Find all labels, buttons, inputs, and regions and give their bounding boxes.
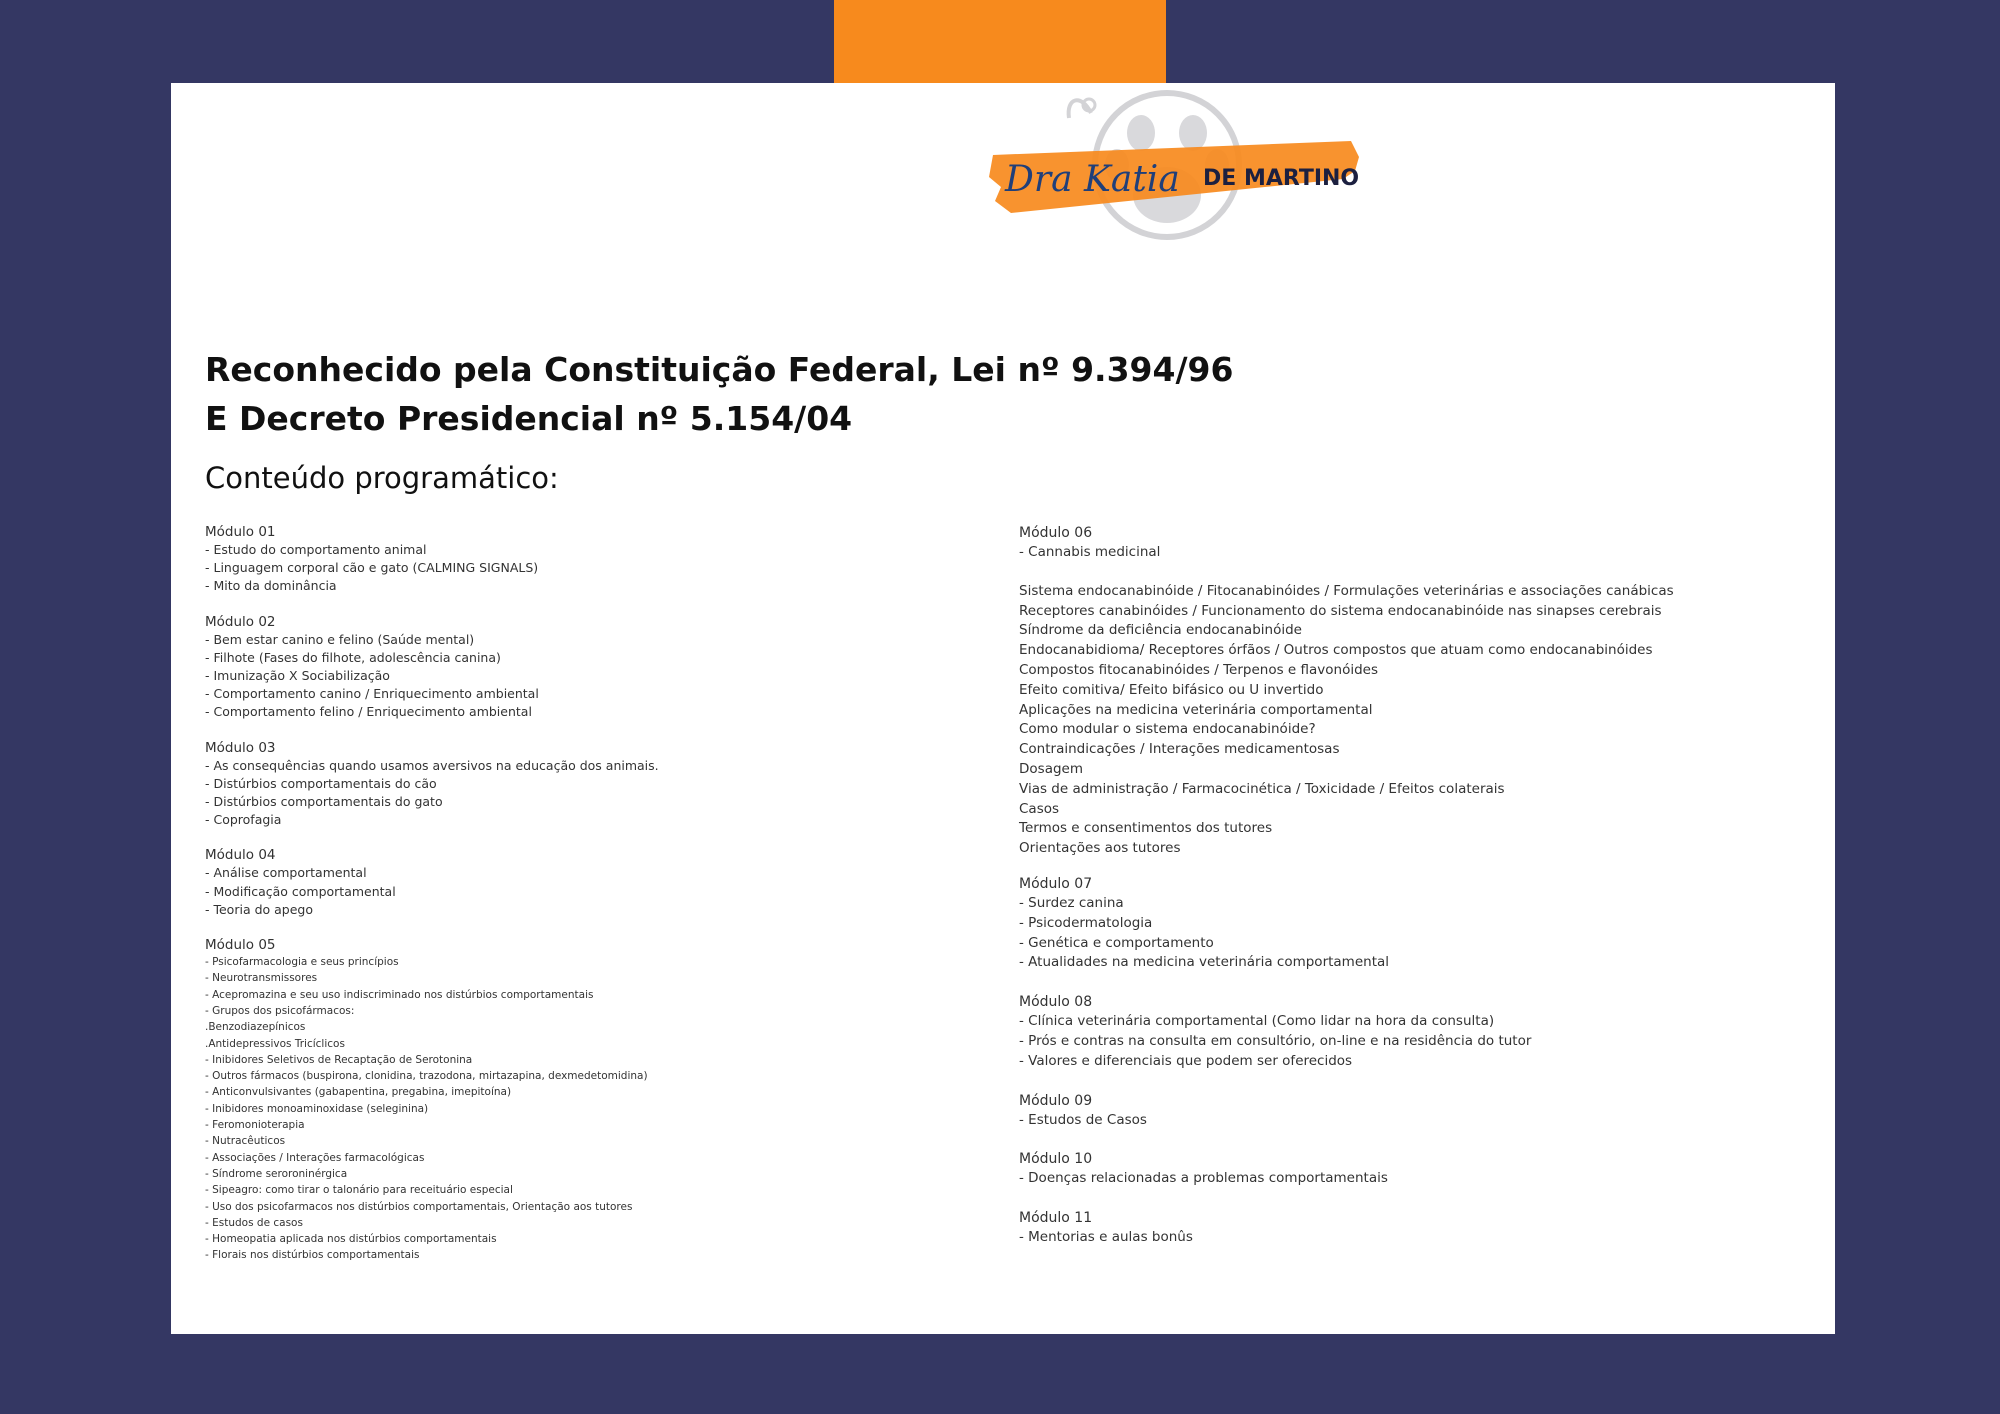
- content-card: [171, 83, 1835, 1334]
- module-title: Módulo 05: [205, 937, 276, 954]
- module-item: - Valores e diferenciais que podem ser oferecidos: [1019, 1052, 1353, 1069]
- module-item: - Psicodermatologia: [1019, 914, 1153, 931]
- module-item: - Genética e comportamento: [1019, 934, 1214, 951]
- module-item: - Uso dos psicofarmacos nos distúrbios comportamentais, Orientação aos tutores: [205, 1200, 633, 1213]
- module-item: - Doenças relacionadas a problemas comportamentais: [1019, 1170, 1388, 1187]
- module-07: [1019, 874, 1799, 973]
- module-item: - Nutracêuticos: [205, 1135, 286, 1148]
- module-item: Efeito comitiva/ Efeito bifásico ou U invertido: [1019, 681, 1324, 698]
- modules-left-column: [205, 523, 985, 1264]
- module-01: [205, 523, 985, 596]
- module-item: Como modular o sistema endocanabinóide?: [1019, 721, 1316, 738]
- module-10: [1019, 1149, 1799, 1189]
- module-item: Orientações aos tutores: [1019, 840, 1181, 857]
- module-item: Aplicações na medicina veterinária comportamental: [1019, 701, 1373, 718]
- page-title: [205, 345, 1505, 443]
- module-item: - Mito da dominância: [205, 578, 337, 594]
- module-item: - Prós e contras na consulta em consultório, on-line e na residência do tutor: [1019, 1032, 1532, 1049]
- logo-script-text: Dra Katia: [1005, 159, 1180, 200]
- module-09: [1019, 1091, 1799, 1131]
- module-item: - Comportamento felino / Enriquecimento ambiental: [205, 704, 532, 720]
- module-item: Contraindicações / Interações medicamentosas: [1019, 741, 1340, 758]
- module-item: - Neurotransmissores: [205, 972, 318, 985]
- module-item: - Surdez canina: [1019, 894, 1124, 911]
- module-item: - Análise comportamental: [205, 865, 367, 881]
- module-02: [205, 613, 985, 722]
- module-item: - Clínica veterinária comportamental (Como lidar na hora da consulta): [1019, 1013, 1495, 1030]
- module-item: Compostos fitocanabinóides / Terpenos e flavonóides: [1019, 661, 1379, 678]
- module-item: Vias de administração / Farmacocinética / Toxicidade / Efeitos colaterais: [1019, 780, 1505, 797]
- module-item: - Inibidores Seletivos de Recaptação de Serotonina: [205, 1053, 473, 1066]
- module-item: Casos: [1019, 800, 1060, 817]
- module-item: - Psicofarmacologia e seus princípios: [205, 956, 399, 969]
- module-title: Módulo 02: [205, 613, 276, 630]
- module-item: .Antidepressivos Tricíclicos: [205, 1037, 345, 1050]
- module-item: - Modificação comportamental: [205, 883, 396, 899]
- module-title: Módulo 06: [1019, 525, 1093, 541]
- module-item: Síndrome da deficiência endocanabinóide: [1019, 622, 1302, 639]
- module-item: - Linguagem corporal cão e gato (CALMING SIGNALS): [205, 560, 539, 576]
- module-05: [205, 936, 985, 1264]
- module-item: - Grupos dos psicofármacos:: [205, 1004, 355, 1017]
- stethoscope-tube: [1069, 100, 1091, 118]
- module-item: - Imunização X Sociabilização: [205, 668, 390, 684]
- module-item: .Benzodiazepínicos: [205, 1021, 306, 1034]
- logo-graphic: [971, 83, 1371, 258]
- module-item: - Teoria do apego: [205, 901, 314, 917]
- module-item: Termos e consentimentos dos tutores: [1019, 820, 1273, 837]
- modules-right-column: [1019, 523, 1799, 1248]
- module-06: [1019, 523, 1799, 859]
- module-item: - Estudos de casos: [205, 1216, 303, 1229]
- module-title: Módulo 09: [1019, 1092, 1093, 1109]
- section-subtitle: Conteúdo programático:: [205, 461, 559, 495]
- module-item: - Associações / Interações farmacológicas: [205, 1151, 425, 1164]
- module-item: - Distúrbios comportamentais do cão: [205, 775, 437, 791]
- module-item: - Florais nos distúrbios comportamentais: [205, 1249, 420, 1262]
- module-item: Endocanabidioma/ Receptores órfãos / Outros compostos que atuam como endocanabinóides: [1019, 642, 1653, 659]
- module-title: Módulo 07: [1019, 875, 1093, 892]
- module-title: Módulo 08: [1019, 994, 1093, 1011]
- module-08: [1019, 992, 1799, 1071]
- module-title: Módulo 01: [205, 524, 276, 540]
- module-item: - Feromonioterapia: [205, 1119, 305, 1132]
- module-item: - Inibidores monoaminoxidase (seleginina): [205, 1102, 429, 1115]
- module-03: [205, 739, 985, 830]
- module-title: Módulo 03: [205, 739, 276, 756]
- module-11: [1019, 1208, 1799, 1248]
- logo-surname-text: DE MARTINO: [1203, 166, 1360, 191]
- module-title: Módulo 11: [1019, 1210, 1093, 1227]
- module-item: - Síndrome seroroninérgica: [205, 1167, 348, 1180]
- module-item: - Outros fármacos (buspirona, clonidina, trazodona, mirtazapina, dexmedetomidina): [205, 1070, 648, 1083]
- module-04: [205, 846, 985, 919]
- module-item: - Cannabis medicinal: [1019, 544, 1161, 560]
- module-item: Sistema endocanabinóide / Fitocanabinóides / Formulações veterinárias e associações canábicas: [1019, 582, 1674, 599]
- title-line-1: Reconhecido pela Constituição Federal, Lei nº 9.394/96: [205, 350, 1234, 389]
- module-item: - Acepromazina e seu uso indiscriminado nos distúrbios comportamentais: [205, 988, 594, 1001]
- module-item: - Homeopatia aplicada nos distúrbios comportamentais: [205, 1233, 497, 1246]
- module-item: - Filhote (Fases do filhote, adolescência canina): [205, 649, 501, 665]
- module-item: - Comportamento canino / Enriquecimento ambiental: [205, 686, 539, 702]
- module-item: - Bem estar canino e felino (Saúde mental): [205, 631, 475, 647]
- module-item: - Distúrbios comportamentais do gato: [205, 794, 443, 810]
- module-item: - Mentorias e aulas bonûs: [1019, 1229, 1193, 1246]
- module-item: - Sipeagro: como tirar o talonário para receituário especial: [205, 1184, 513, 1197]
- module-title: Módulo 10: [1019, 1151, 1093, 1168]
- orange-accent-tab: [834, 0, 1166, 84]
- module-item: - Atualidades na medicina veterinária comportamental: [1019, 954, 1390, 971]
- module-item: - Estudos de Casos: [1019, 1111, 1147, 1128]
- module-item: - Estudo do comportamento animal: [205, 542, 427, 557]
- module-item: - Coprofagia: [205, 812, 282, 828]
- module-item: - Anticonvulsivantes (gabapentina, pregabina, imepitoína): [205, 1086, 512, 1099]
- module-item: Dosagem: [1019, 760, 1083, 777]
- brand-logo: [971, 83, 1371, 258]
- module-title: Módulo 04: [205, 847, 276, 864]
- module-item: Receptores canabinóides / Funcionamento do sistema endocanabinóide nas sinapses cerebrais: [1019, 602, 1662, 619]
- title-line-2: E Decreto Presidencial nº 5.154/04: [205, 399, 853, 438]
- module-item: - As consequências quando usamos aversivos na educação dos animais.: [205, 757, 659, 773]
